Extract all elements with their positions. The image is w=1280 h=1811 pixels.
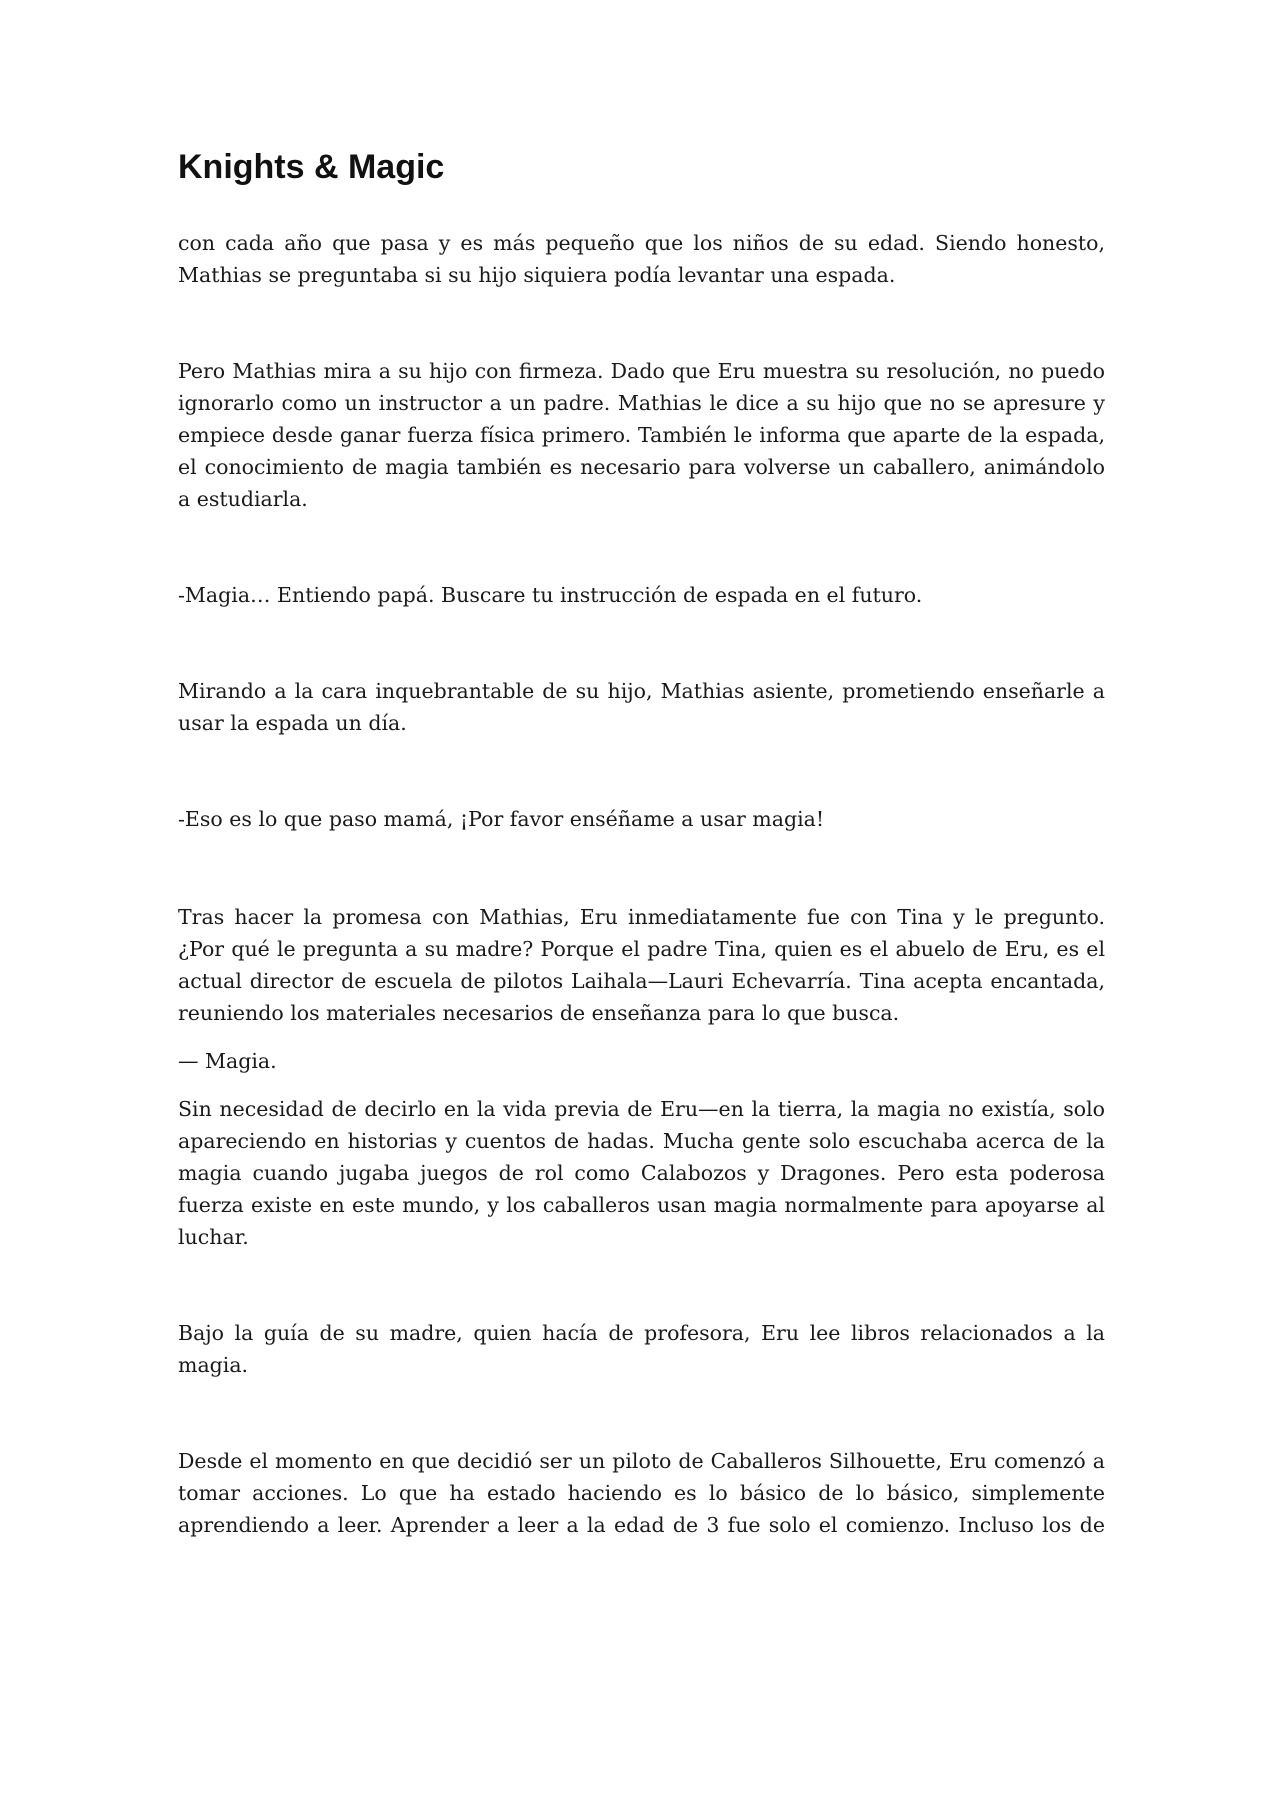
- paragraph-8: Sin necesidad de decirlo en la vida previa de Eru—en la tierra, la magia no existía, solo apareciendo en historias y cuentos de hadas. Mucha gente solo escuchaba acerca de la magia cuando jugaba juegos de rol como Calabozos y Dragones. Pero esta poderosa fuerza existe en este mundo, y los caballeros usan magia normalmente para apoyarse al luchar.: [178, 1097, 1105, 1249]
- paragraph-6: Tras hacer la promesa con Mathias, Eru inmediatamente fue con Tina y le pregunto. ¿Por qué le pregunta a su madre? Porque el padre Tina, quien es el abuelo de Eru, es el actual director de escuela de pilotos Laihala—Lauri Echevarría. Tina acepta encantada, reuniendo los materiales necesarios de enseñanza para lo que busca.: [178, 905, 1105, 1025]
- paragraph-10: Desde el momento en que decidió ser un piloto de Caballeros Silhouette, Eru comenzó a tomar acciones. Lo que ha estado haciendo es lo básico de lo básico, simplemente aprendiendo a leer. Aprender a leer a la edad de 3 fue solo el comienzo. Incluso los de: [178, 1449, 1105, 1537]
- paragraph-2: Pero Mathias mira a su hijo con firmeza. Dado que Eru muestra su resolución, no puedo ignorarlo como un instructor a un padre. Mathias le dice a su hijo que no se apresure y empiece desde ganar fuerza física primero. También le informa que aparte de la espada, el conocimiento de magia también es necesario para volverse un caballero, animándolo a estudiarla.: [178, 359, 1105, 511]
- paragraph-3: -Magia… Entiendo papá. Buscare tu instrucción de espada en el futuro.: [178, 583, 923, 607]
- paragraph-9: Bajo la guía de su madre, quien hacía de profesora, Eru lee libros relacionados a la magia.: [178, 1321, 1105, 1377]
- paragraph-5: -Eso es lo que paso mamá, ¡Por favor enséñame a usar magia!: [178, 807, 825, 831]
- paragraph-7: — Magia.: [178, 1049, 277, 1073]
- paragraph-4: Mirando a la cara inquebrantable de su hijo, Mathias asiente, prometiendo enseñarle a usar la espada un día.: [178, 679, 1105, 735]
- paragraph-1: con cada año que pasa y es más pequeño que los niños de su edad. Siendo honesto, Mathias se preguntaba si su hijo siquiera podía levantar una espada.: [178, 231, 1105, 287]
- page-title: Knights & Magic: [178, 148, 445, 186]
